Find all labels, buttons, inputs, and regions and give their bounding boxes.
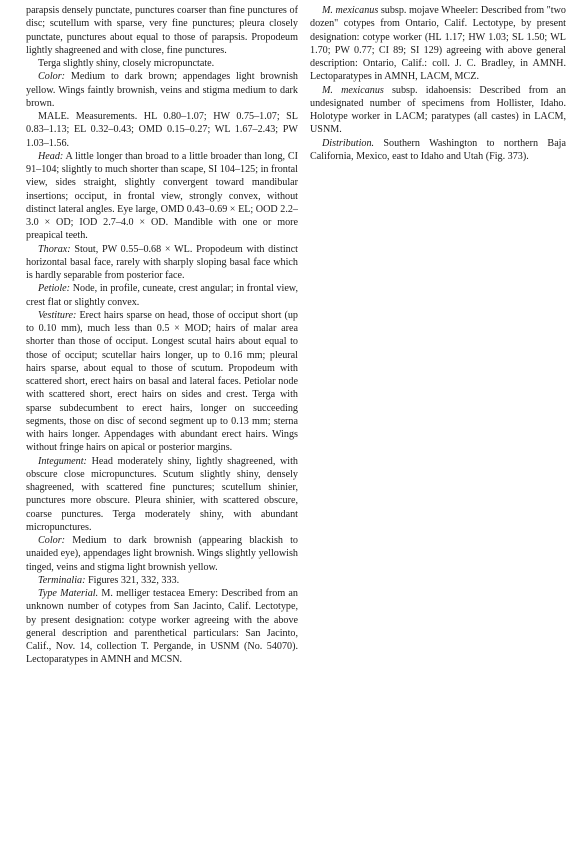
paragraph-color-female [26, 70, 298, 110]
paragraph-color-male [26, 534, 298, 574]
paragraph-petiole [26, 282, 298, 309]
paragraph-text: subsp. idahoensis: Described from an undesignated number of specimens from Hollister, Idaho. Holotype worker in LACM; paratypes (all castes) in LACM, USNM. [310, 84, 566, 136]
right-column [310, 4, 566, 163]
paragraph-heading: Vestiture: [38, 309, 77, 321]
paragraph-text: Figures 321, 332, 333. [85, 574, 180, 586]
paragraph-heading: M. mexicanus [322, 84, 384, 96]
paragraph-text: Head moderately shiny, lightly shagreened, with obscure close micropunctures. Scutum slightly shiny, densely shagreened, with scattered fine punctures; scutellum shinier, punctures more obscure. Pleura shinier, with scattered obscure, coarse punctures. Terga moderately shiny, with abundant micropunctures. [26, 455, 298, 533]
paragraph-continuation [26, 4, 298, 57]
paragraph-type-material [26, 587, 298, 667]
paragraph-thorax [26, 243, 298, 283]
paragraph-vestiture [26, 309, 298, 455]
paragraph-integument [26, 455, 298, 535]
paragraph-terga [26, 57, 298, 70]
paragraph-male-measurements [26, 110, 298, 150]
paragraph-text: parapsis densely punctate, punctures coarser than fine punctures of disc; scutellum with sparse, very fine punctures; pleura closely punctate, punctures about equal to those of parapsis. Propodeum lightly shagreened and with close, fine punctures. [26, 5, 298, 56]
paragraph-heading: Petiole: [38, 283, 71, 295]
left-column [26, 4, 298, 667]
paragraph-text: Southern Washington to northern Baja California, Mexico, east to Idaho and Utah (Fig. 373). [310, 137, 566, 162]
paragraph-terminalia [26, 574, 298, 587]
paragraph-text: subsp. mojave Wheeler: Described from "two dozen" cotypes from Ontario, Calif. Lectotype, by present designation: cotype worker (HL 1.17; HW 1.03; SL 1.50; WL 1.70; PW 0.77; CI 89; SI 129) agreeing with above general description: Ontario, Calif.: coll. J. C. Bradley, in AMNH. Lectoparatypes in AMNH, LACM, MCZ. [310, 5, 566, 83]
paragraph-text: Terga slightly shiny, closely micropunctate. [38, 58, 215, 69]
paragraph-heading: Head: [38, 150, 64, 162]
paragraph-text: Erect hairs sparse on head, those of occiput short (up to 0.10 mm), much less than 0.5 × MOD; hairs of malar area shorter than those of occiput. Longest scutal hairs about equal to those of occiput; scutellar hairs longer, up to 0.16 mm; pleural hairs sparse, about equal to those of scutum. Propodeum with scattered short, erect hairs on basal and lateral faces. Petiolar node with scattered short, erect hairs on sides and crest. Terga with sparse subdecumbent to erect hairs, longer on succeeding segments, those on disc of second segment up to 0.13 mm; sterna with hairs longer. Appendages with abundant erect hairs. Wings without fringe hairs on apical or posterior margins. [26, 309, 298, 454]
paragraph-subsp-idahoensis [310, 84, 566, 137]
paragraph-text: Stout, PW 0.55–0.68 × WL. Propodeum with distinct horizontal basal face, rarely with sharply sloping basal face which is hardly separable from posterior face. [26, 243, 298, 281]
paragraph-text: Node, in profile, cuneate, crest angular; in frontal view, crest flat or slightly convex. [26, 283, 298, 308]
paragraph-text: A little longer than broad to a little broader than long, CI 91–104; slightly to much shorter than scape, SI 104–125; in frontal view, sides straight, slightly convergent toward mandibular insertions; occiput, in frontal view, strongly convex, without distinct lateral angles. Eye large, OMD 0.43–0.69 × EL; OOD 2.2–3.0 × OD; IOD 2.7–4.0 × OD. Mandible with one or more preapical teeth. [26, 150, 298, 242]
paragraph-text: M. melliger testacea Emery: Described from an unknown number of cotypes from San Jacinto, Calif. Lectotype, by present designation: cotype worker agreeing with the above general description and parenthetical particulars: San Jacinto, Calif., Nov. 14, collection T. Pergande, in USNM (No. 54070). Lectoparatypes in AMNH and MCSN. [26, 588, 298, 666]
paragraph-distribution [310, 137, 566, 164]
paragraph-head [26, 150, 298, 243]
paragraph-text: MALE. Measurements. HL 0.80–1.07; HW 0.75–1.07; SL 0.83–1.13; EL 0.32–0.43; OMD 0.15–0.27; WL 1.67–2.43; PW 1.03–1.56. [26, 111, 298, 149]
paragraph-heading: Type Material. [38, 588, 99, 599]
paragraph-heading: Integument: [38, 455, 87, 467]
paragraph-heading: Color: [38, 535, 66, 546]
paragraph-text: Medium to dark brown; appendages light brownish yellow. Wings faintly brownish, veins and stigma medium to dark brown. [26, 71, 298, 109]
paragraph-heading: M. mexicanus [322, 5, 379, 16]
paragraph-heading: Thorax: [38, 243, 71, 255]
paragraph-heading: Distribution. [322, 137, 375, 149]
paragraph-subsp-mojave [310, 4, 566, 84]
paragraph-text: Medium to dark brownish (appearing blackish to unaided eye), appendages light brownish. Wings slightly yellowish tinged, veins and stigma light brownish yellow. [26, 535, 298, 573]
paragraph-heading: Color: [38, 71, 66, 83]
paragraph-heading: Terminalia: [38, 574, 86, 586]
